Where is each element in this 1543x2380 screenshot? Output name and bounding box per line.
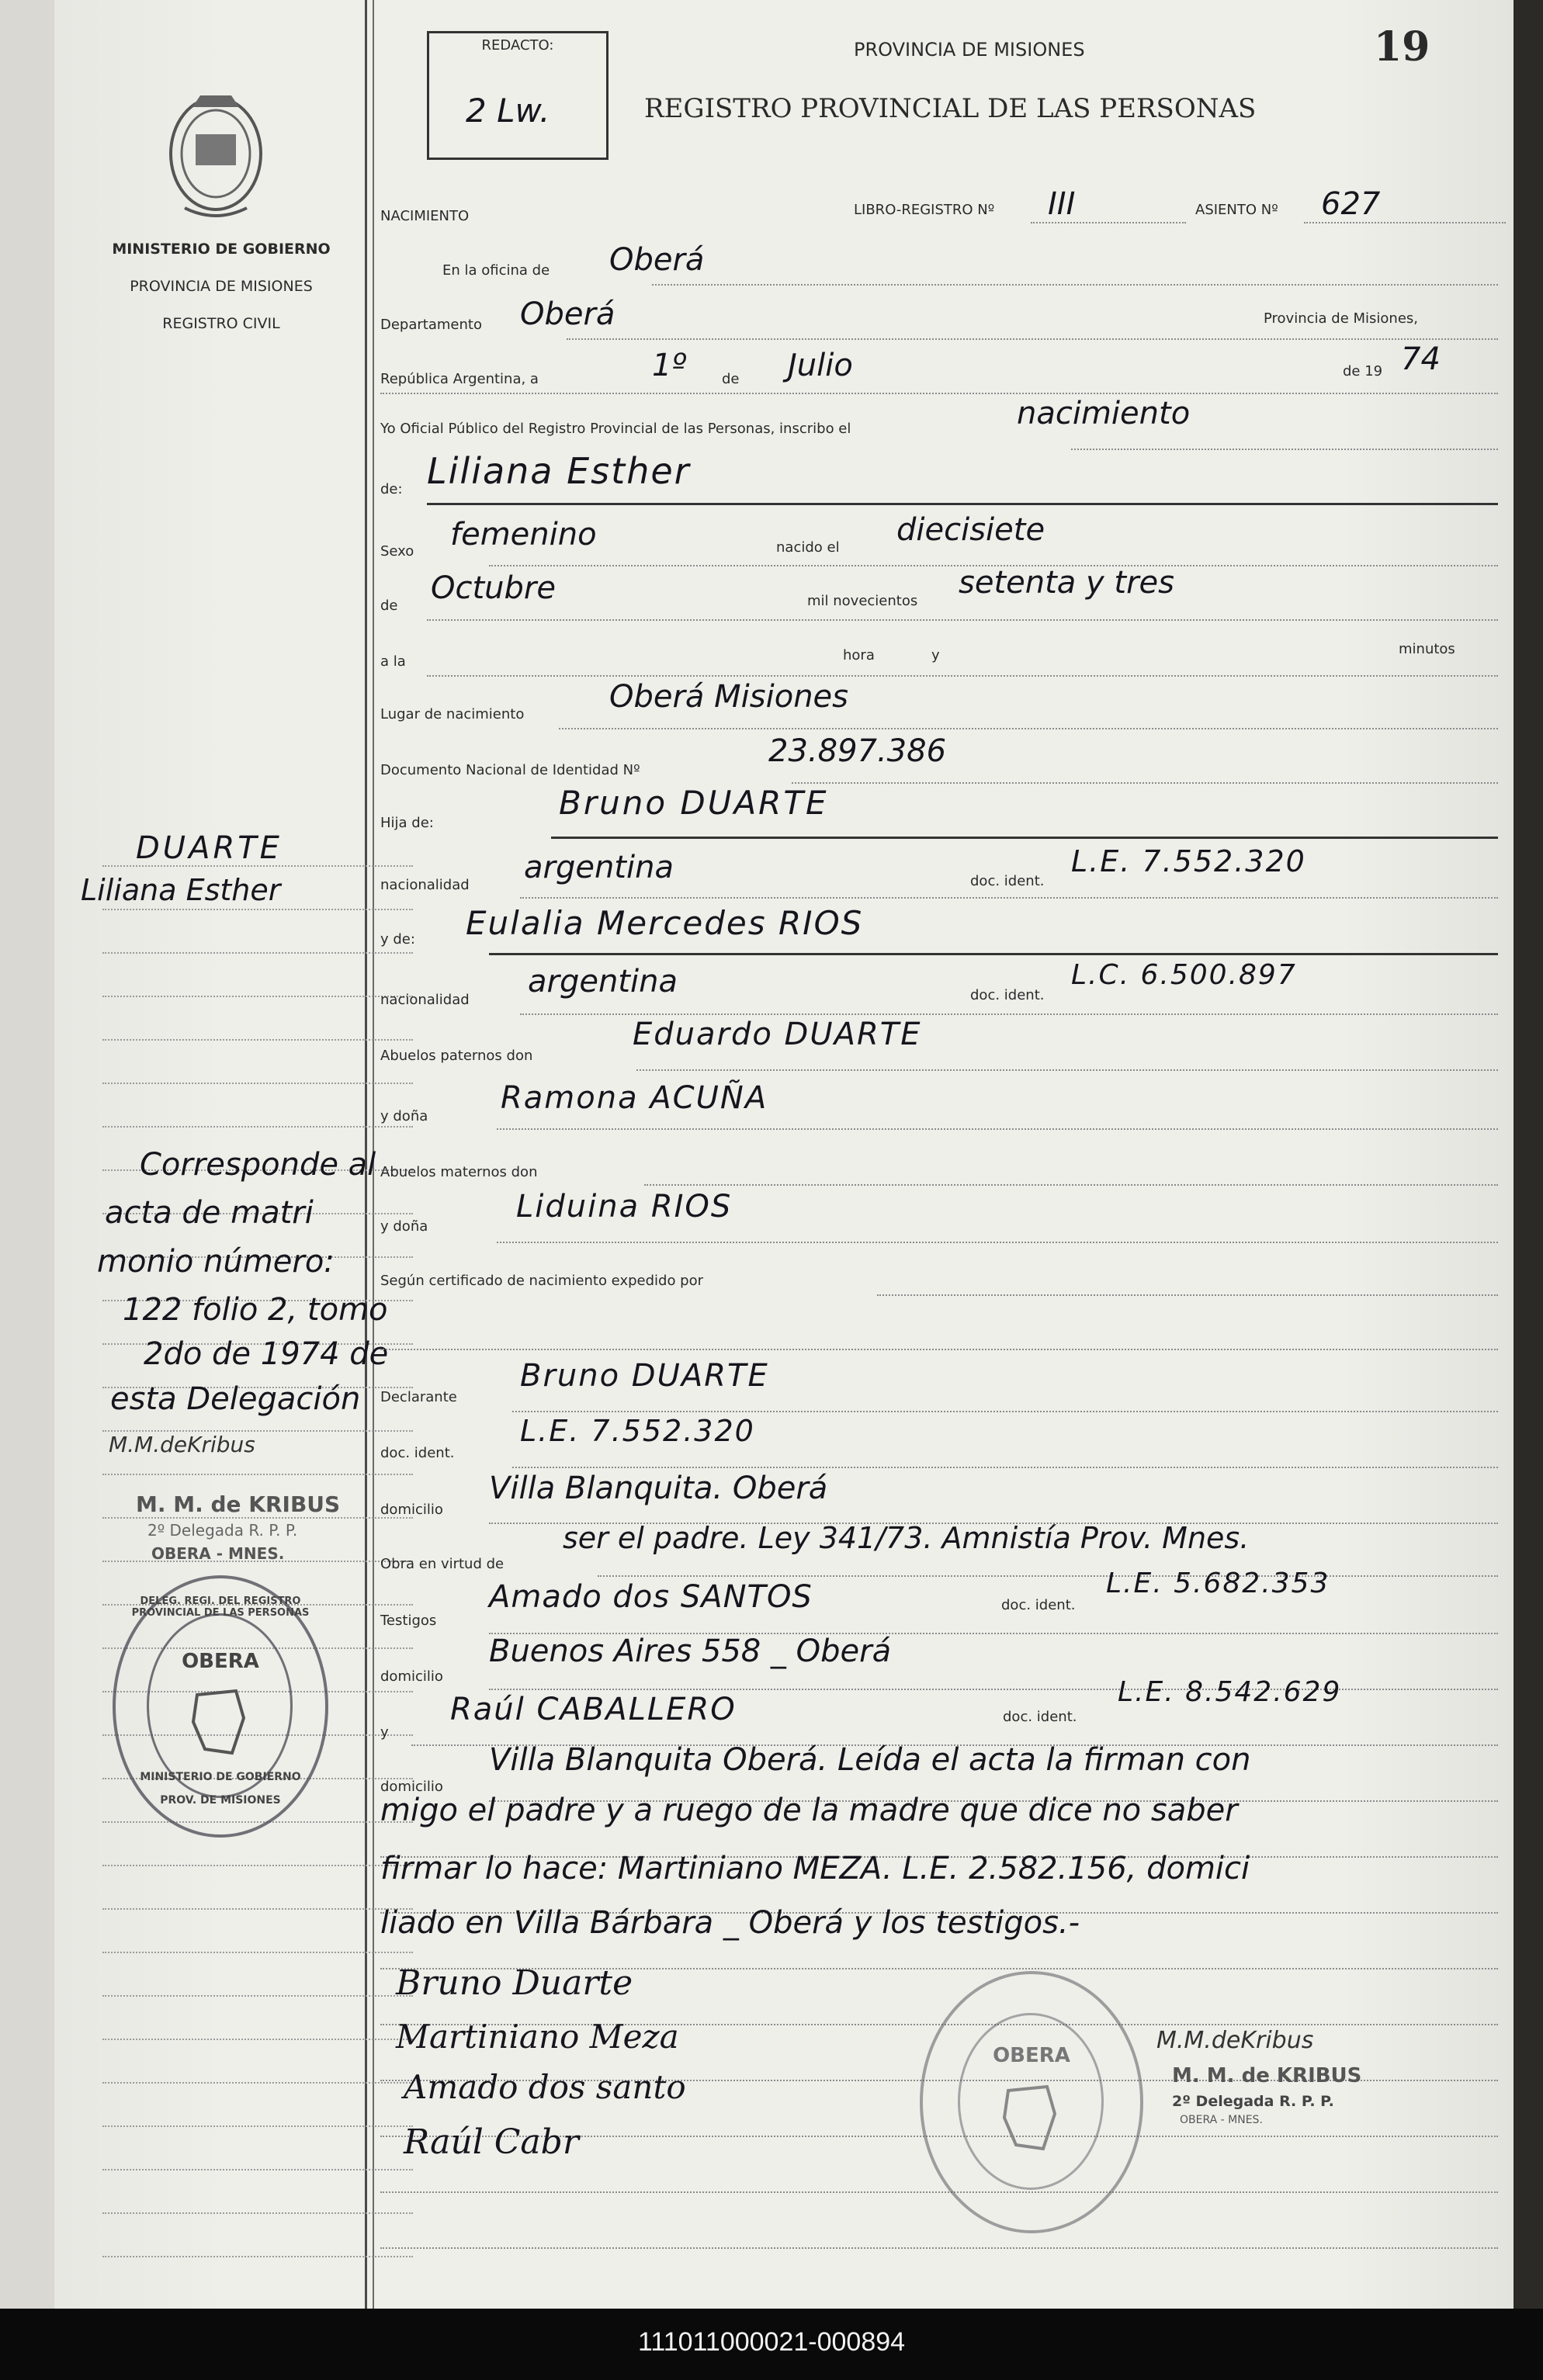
testigo2-dom-value: Villa Blanquita Oberá. Leída el acta la firman con <box>489 1742 1251 1778</box>
testigo1-value: Amado dos SANTOS <box>489 1579 813 1615</box>
y-dona-label-2: y doña <box>380 1218 428 1235</box>
madre-doc-label: doc. ident. <box>970 987 1045 1003</box>
lugar-value: Oberá Misiones <box>609 679 849 715</box>
form-rule <box>792 782 1498 784</box>
form-rule <box>497 1128 1498 1130</box>
madre-nac-label: nacionalidad <box>380 992 470 1008</box>
de-label: de <box>722 371 740 387</box>
hijo-label: Hija de: <box>380 815 434 831</box>
note-line: esta Delegación <box>110 1381 361 1417</box>
binding-gutter <box>0 0 54 2309</box>
nacido-label: nacido el <box>776 539 840 556</box>
margin-rule <box>102 1517 413 1519</box>
mes-nac-value: Octubre <box>431 570 556 606</box>
declarante-value: Bruno DUARTE <box>520 1358 769 1394</box>
margin-rule <box>102 1126 413 1128</box>
seal-ministry: MINISTERIO DE GOBIERNO <box>140 1771 301 1783</box>
margin-rule <box>102 2082 413 2084</box>
scan-footer <box>0 2309 1543 2380</box>
obra-value: ser el padre. Ley 341/73. Amnistía Prov. Mnes. <box>563 1521 1250 1555</box>
oficial-label: Yo Oficial Público del Registro Provincial de las Personas, inscribo el <box>380 421 851 437</box>
form-rule <box>1071 449 1498 450</box>
section-label: NACIMIENTO <box>380 208 470 224</box>
margin-rule <box>102 1908 413 1910</box>
abuela-pat-value: Ramona ACUÑA <box>501 1080 768 1116</box>
province-map-icon <box>189 1687 251 1757</box>
padre-nac-label: nacionalidad <box>380 877 470 893</box>
continuation-line: migo el padre y a ruego de la madre que dice no saber <box>380 1793 1238 1828</box>
margin-rule <box>102 1995 413 1997</box>
margin-rule <box>102 1474 413 1475</box>
abuela-mat-value: Liduina RIOS <box>516 1189 733 1225</box>
margin-rule <box>102 1083 413 1084</box>
form-rule <box>427 619 1498 621</box>
note-line: 122 folio 2, tomo <box>123 1292 388 1328</box>
margin-signature: M.M.deKribus <box>109 1432 255 1457</box>
form-rule <box>644 1184 1498 1186</box>
dia-value: 1º <box>652 348 687 383</box>
margin-rule <box>102 2039 413 2040</box>
testigo2-value: Raúl CABALLERO <box>450 1692 737 1727</box>
madre-doc-value: L.C. 6.500.897 <box>1071 959 1297 991</box>
abuelos-mat-label: Abuelos maternos don <box>380 1164 538 1180</box>
anio-label: de 19 <box>1343 363 1383 379</box>
official-signature: M.M.deKribus <box>1156 2027 1314 2054</box>
declarante-label: Declarante <box>380 1389 457 1405</box>
testigo2-doc-value: L.E. 8.542.629 <box>1118 1676 1342 1708</box>
signature-raul: Raúl Cabr <box>404 2122 579 2162</box>
signature-martiniano: Martiniano Meza <box>396 2018 679 2056</box>
anio-value: 74 <box>1401 341 1441 377</box>
redacto-label: REDACTO: <box>481 37 554 54</box>
official-stamp-place: OBERA - MNES. <box>1180 2114 1263 2126</box>
mes-value: Julio <box>788 348 853 383</box>
testigo1-doc-value: L.E. 5.682.353 <box>1106 1568 1330 1599</box>
declarante-doc-label: doc. ident. <box>380 1445 455 1461</box>
domicilio-label: domicilio <box>380 1502 443 1518</box>
form-rule <box>652 284 1498 286</box>
scan-code: 111011000021-000894 <box>637 2327 906 2357</box>
note-line: monio número: <box>97 1244 335 1280</box>
form-rule <box>497 1242 1498 1243</box>
form-rule <box>512 1467 1498 1468</box>
nombre-value: Liliana Esther <box>427 450 691 492</box>
continuation-line: firmar lo hace: Martiniano MEZA. L.E. 2.582.156, domici <box>380 1851 1250 1886</box>
coat-of-arms-icon <box>161 92 270 223</box>
note-line: 2do de 1974 de <box>144 1336 389 1372</box>
registry-seal <box>113 1575 328 1838</box>
form-rule <box>559 728 1498 729</box>
padre-nac-value: argentina <box>524 850 674 885</box>
certificado-label: Según certificado de nacimiento expedido por <box>380 1273 704 1289</box>
form-rule <box>598 1575 1498 1577</box>
birth-certificate-page <box>54 0 1514 2309</box>
asiento-value: 627 <box>1321 186 1381 222</box>
margin-stamp-place: OBERA - MNES. <box>151 1544 285 1563</box>
registry-seal-bottom <box>920 1971 1143 2233</box>
madre-value: Eulalia Mercedes RIOS <box>466 904 864 942</box>
testigo1-dom-label: domicilio <box>380 1668 443 1685</box>
margin-rule <box>102 1865 413 1866</box>
sidebar-civil-registry: REGISTRO CIVIL <box>162 315 280 332</box>
form-rule <box>551 837 1498 839</box>
margin-rule <box>102 2256 413 2257</box>
minutos-label: minutos <box>1399 641 1455 657</box>
official-stamp-role: 2º Delegada R. P. P. <box>1172 2093 1334 2110</box>
departamento-value: Oberá <box>520 296 615 332</box>
y-de-label: y de: <box>380 931 415 947</box>
form-rule <box>427 503 1498 505</box>
note-line: acta de matri <box>105 1195 314 1231</box>
oficial-value: nacimiento <box>1017 396 1191 431</box>
testigos-label: Testigos <box>380 1613 437 1629</box>
oficina-label: En la oficina de <box>442 262 550 279</box>
signature-bruno: Bruno Duarte <box>396 1963 633 2003</box>
registry-title: REGISTRO PROVINCIAL DE LAS PERSONAS <box>644 93 1257 124</box>
continuation-line: liado en Villa Bárbara _ Oberá y los testigos.- <box>380 1905 1080 1941</box>
declarante-doc-value: L.E. 7.552.320 <box>520 1414 755 1448</box>
province-title: PROVINCIA DE MISIONES <box>854 39 1085 61</box>
form-rule <box>489 1689 1498 1690</box>
de-nombre-label: de: <box>380 481 403 497</box>
anio-nac-value: setenta y tres <box>959 565 1174 601</box>
form-rule <box>380 1349 1498 1350</box>
margin-rule <box>102 2125 413 2127</box>
form-rule <box>427 675 1498 677</box>
abuelo-pat-value: Eduardo DUARTE <box>633 1017 922 1052</box>
dni-label: Documento Nacional de Identidad Nº <box>380 762 640 778</box>
note-line: Corresponde al <box>140 1147 376 1183</box>
margin-rule <box>102 2169 413 2170</box>
y-dona-label: y doña <box>380 1108 428 1124</box>
form-rule <box>489 953 1498 955</box>
y-testigo2-label: y <box>380 1724 389 1741</box>
lugar-label: Lugar de nacimiento <box>380 706 525 722</box>
form-rule <box>380 2247 1498 2249</box>
province-map-icon <box>1000 2083 1063 2153</box>
margin-stamp-role: 2º Delegada R. P. P. <box>147 1521 298 1540</box>
seal-bottom-city: OBERA <box>993 2044 1070 2067</box>
margin-rule <box>102 1952 413 1953</box>
form-rule <box>512 1411 1498 1412</box>
form-rule <box>520 1013 1498 1015</box>
form-rule <box>380 393 1498 394</box>
margin-rule <box>102 952 413 954</box>
form-rule <box>636 1069 1498 1071</box>
mil-label: mil novecientos <box>807 593 918 609</box>
dni-value: 23.897.386 <box>768 733 947 769</box>
padre-value: Bruno DUARTE <box>559 784 829 822</box>
a-la-label: a la <box>380 653 406 670</box>
obra-label: Obra en virtud de <box>380 1556 505 1572</box>
margin-rule <box>102 909 413 910</box>
margin-surname: DUARTE <box>136 830 283 866</box>
testigo1-dom-value: Buenos Aires 558 _ Oberá <box>489 1633 892 1669</box>
margin-names: Liliana Esther <box>81 873 281 907</box>
libro-line <box>1031 222 1186 223</box>
official-stamp-name: M. M. de KRIBUS <box>1172 2064 1362 2087</box>
oficina-value: Oberá <box>609 242 705 278</box>
testigo2-dom-label: domicilio <box>380 1779 443 1795</box>
signature-amado: Amado dos santo <box>404 2068 686 2106</box>
asiento-line <box>1304 222 1506 223</box>
margin-rule <box>102 1039 413 1041</box>
seal-province: PROV. DE MISIONES <box>160 1794 281 1807</box>
declarante-dom-value: Villa Blanquita. Oberá <box>489 1471 828 1506</box>
sexo-label: Sexo <box>380 543 414 559</box>
y-label: y <box>931 647 940 663</box>
hora-label: hora <box>843 647 875 663</box>
form-rule <box>877 1294 1498 1296</box>
form-rule <box>520 897 1498 899</box>
seal-city: OBERA <box>182 1650 259 1673</box>
departamento-label: Departamento <box>380 317 482 333</box>
libro-value: III <box>1048 186 1076 222</box>
provincia-suffix: Provincia de Misiones, <box>1264 310 1418 327</box>
testigo1-doc-label: doc. ident. <box>1001 1597 1076 1613</box>
padre-doc-label: doc. ident. <box>970 873 1045 889</box>
abuelos-pat-label: Abuelos paternos don <box>380 1048 533 1064</box>
margin-rule <box>102 996 413 997</box>
testigo2-doc-label: doc. ident. <box>1003 1709 1077 1725</box>
redacto-value: 2 Lw. <box>466 92 550 130</box>
margin-rule <box>102 2212 413 2214</box>
form-rule <box>567 338 1498 340</box>
de-mes-label: de <box>380 598 398 614</box>
sexo-value: femenino <box>450 517 597 553</box>
page-number: 19 <box>1374 23 1430 71</box>
sidebar-province: PROVINCIA DE MISIONES <box>130 278 313 295</box>
madre-nac-value: argentina <box>528 964 678 999</box>
sidebar-ministry: MINISTERIO DE GOBIERNO <box>112 241 331 258</box>
asiento-label: ASIENTO Nº <box>1195 202 1278 218</box>
nacido-value: diecisiete <box>896 512 1045 548</box>
form-rule <box>380 2191 1498 2193</box>
seal-text: DELEG. REGI. DEL REGISTRO PROVINCIAL DE LAS PERSONAS <box>131 1595 310 1619</box>
margin-stamp-name: M. M. de KRIBUS <box>136 1491 341 1517</box>
libro-label: LIBRO-REGISTRO Nº <box>854 202 995 218</box>
republica-label: República Argentina, a <box>380 371 539 387</box>
padre-doc-value: L.E. 7.552.320 <box>1071 844 1306 878</box>
